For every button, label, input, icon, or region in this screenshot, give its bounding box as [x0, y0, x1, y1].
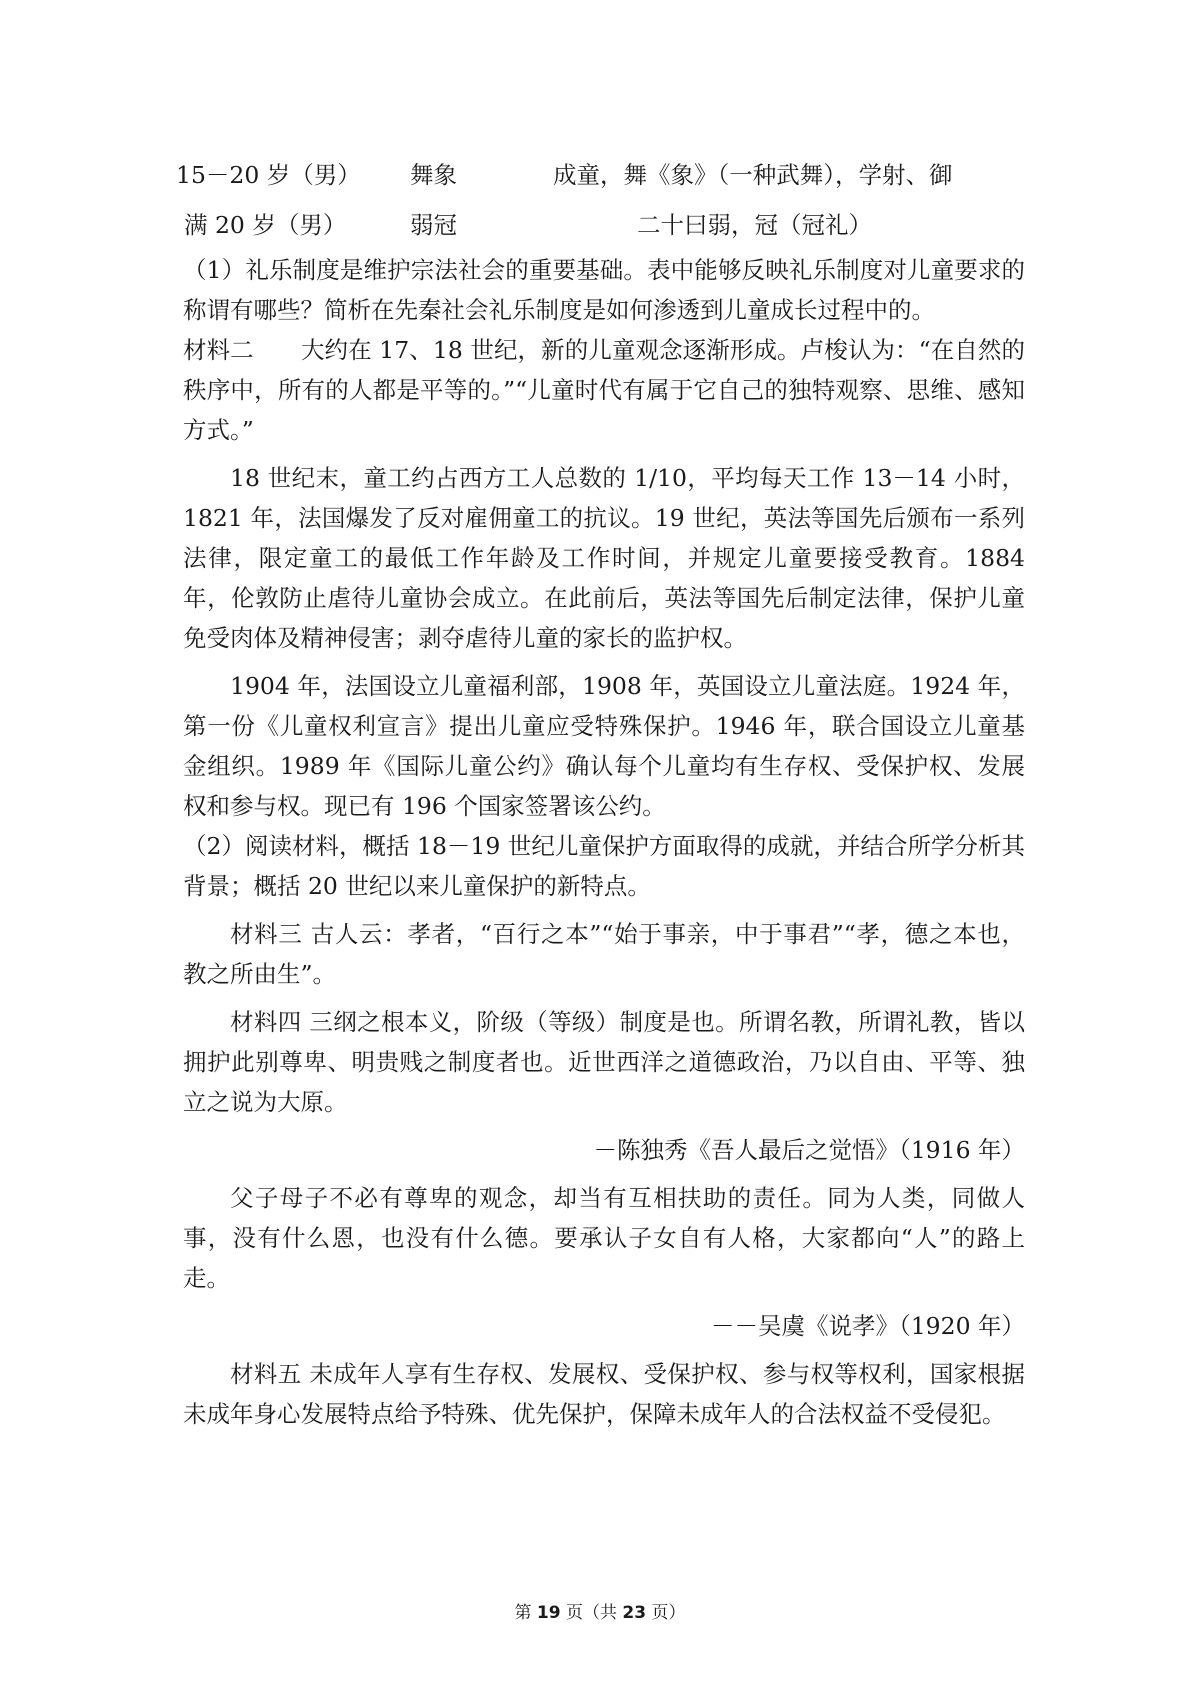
material-4-source: －陈独秀《吾人最后之觉悟》（1916 年）: [593, 1136, 1025, 1164]
footer-middle: 页（共: [560, 1603, 623, 1623]
material-2-paragraph: 1904 年，法国设立儿童福利部，1908 年，英国设立儿童法庭。1924 年，第一份《儿童权利宣言》提出儿童应受特殊保护。1946 年，联合国设立儿童基金组织。1989 年《国际儿童公约》确认每个儿童均有生存权、受保护权、发展权和参与权。现已有 196 个国家签署该公约。: [183, 672, 1025, 820]
description-cell: 二十曰弱，冠（冠礼）: [637, 211, 872, 239]
question-1: （1）礼乐制度是维护宗法社会的重要基础。表中能够反映礼乐制度对儿童要求的称谓有哪些？简析在先秦社会礼乐制度是如何渗透到儿童成长过程中的。: [183, 256, 1025, 324]
table-row: [176, 150, 1025, 200]
page-content: [176, 150, 1025, 1434]
question-2: （2）阅读材料，概括 18－19 世纪儿童保护方面取得的成就，并结合所学分析其背景；概括 20 世纪以来儿童保护的新特点。: [183, 832, 1025, 900]
page-footer: [0, 1601, 1200, 1625]
material-3: 材料三 古人云：孝者，“百行之本”“始于事亲，中于事君”“孝，德之本也，教之所由生”。: [183, 920, 1025, 988]
table-row: [183, 200, 1025, 250]
footer-suffix: 页）: [646, 1603, 686, 1623]
material-4-source: －－吴虞《说孝》（1920 年）: [710, 1312, 1025, 1340]
description-cell: 成童，舞《象》（一种武舞），学射、御: [553, 161, 953, 189]
material-4-quote: 材料四 三纲之根本义，阶级（等级）制度是也。所谓名教，所谓礼教，皆以拥护此别尊卑、明贵贱之制度者也。近世西洋之道德政治，乃以自由、平等、独立之说为大原。: [183, 1008, 1025, 1116]
material-2-paragraph: 18 世纪末，童工约占西方工人总数的 1/10，平均每天工作 13－14 小时，1821 年，法国爆发了反对雇佣童工的抗议。19 世纪，英法等国先后颁布一系列法律，限定童工的最低工作年龄及工作时间，并规定儿童要接受教育。1884 年，伦敦防止虐待儿童协会成立。在此前后，英法等国先后制定法律，保护儿童免受肉体及精神侵害；剥夺虐待儿童的家长的监护权。: [183, 464, 1025, 652]
age-cell: 满 20 岁（男）: [184, 211, 347, 239]
age-cell: 15－20 岁（男）: [176, 161, 361, 189]
title-cell: 舞象: [410, 161, 457, 189]
footer-prefix: 第: [514, 1603, 537, 1623]
material-2-intro: 材料二 大约在 17、18 世纪，新的儿童观念逐渐形成。卢梭认为：“在自然的秩序中，所有的人都是平等的。”“儿童时代有属于它自己的独特观察、思维、感知方式。”: [183, 336, 1025, 444]
total-pages: 23: [622, 1603, 647, 1623]
page-number: 19: [536, 1603, 561, 1623]
material-4-quote: 父子母子不必有尊卑的观念，却当有互相扶助的责任。同为人类，同做人事，没有什么恩，也没有什么德。要承认子女自有人格，大家都向“人”的路上走。: [183, 1184, 1025, 1292]
title-cell: 弱冠: [410, 211, 457, 239]
material-5: 材料五 未成年人享有生存权、发展权、受保护权、参与权等权利，国家根据未成年身心发展特点给予特殊、优先保护，保障未成年人的合法权益不受侵犯。: [183, 1360, 1025, 1428]
